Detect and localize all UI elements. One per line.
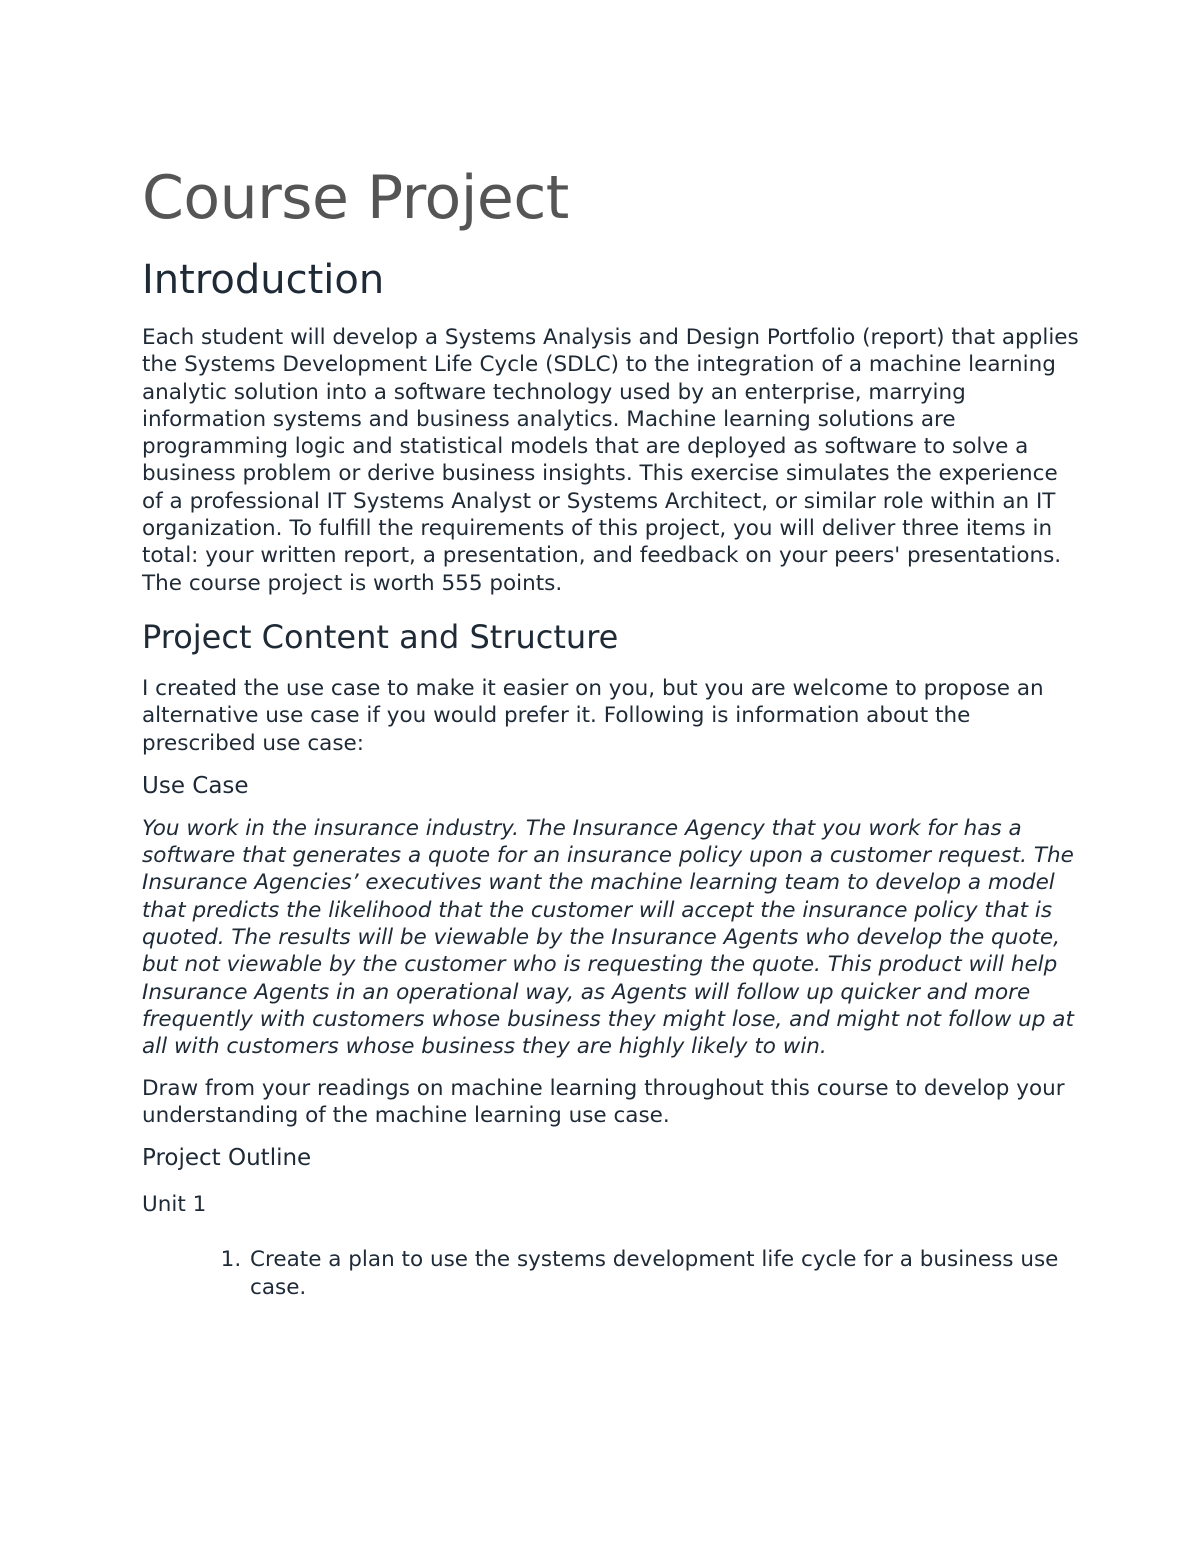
content-structure-paragraph: I created the use case to make it easier on you, but you are welcome to propose an alternative use case if you would prefer it. Following is information about the prescribed use case: bbox=[142, 675, 1044, 756]
outline-item: 1. Create a plan to use the systems development life cycle for a business use case. bbox=[248, 1246, 1082, 1301]
introduction-heading: Introduction bbox=[142, 257, 385, 303]
outline-list bbox=[142, 1246, 1082, 1301]
introduction-paragraph: Each student will develop a Systems Analysis and Design Portfolio (report) that applies the Systems Development Life Cycle (SDLC) to the integration of a machine learning analytic solution into a software technology used by an enterprise, marrying information systems and business analytics. Machine learning solutions are programming logic and statistical models that are deployed as software to solve a business problem or derive business insights. This exercise simulates the experience of a professional IT Systems Analyst or Systems Architect, or similar role within an IT organization. To fulfill the requirements of this project, you will deliver three items in total: your written report, a presentation, and feedback on your peers' presentations. The course project is worth 555 points. bbox=[142, 325, 1079, 596]
use-case-followup-paragraph: Draw from your readings on machine learning throughout this course to develop your understanding of the machine learning use case. bbox=[142, 1075, 1065, 1128]
document-title: Course Project bbox=[142, 163, 569, 233]
content-structure-heading: Project Content and Structure bbox=[142, 617, 619, 656]
document-page bbox=[142, 160, 1082, 1301]
use-case-heading: Use Case bbox=[142, 772, 249, 799]
project-outline-heading: Project Outline bbox=[142, 1145, 312, 1172]
unit-label: Unit 1 bbox=[142, 1192, 207, 1218]
use-case-paragraph: You work in the insurance industry. The Insurance Agency that you work for has a software that generates a quote for an insurance policy upon a customer request. The Insurance Agencies’ executives want the machine learning team to develop a model that predicts the likelihood that the customer will accept the insurance policy that is quoted. The results will be viewable by the Insurance Agents who develop the quote, but not viewable by the customer who is requesting the quote. This product will help Insurance Agents in an operational way, as Agents will follow up quicker and more frequently with customers whose business they might lose, and might not follow up at all with customers whose business they are highly likely to win. bbox=[142, 815, 1074, 1060]
